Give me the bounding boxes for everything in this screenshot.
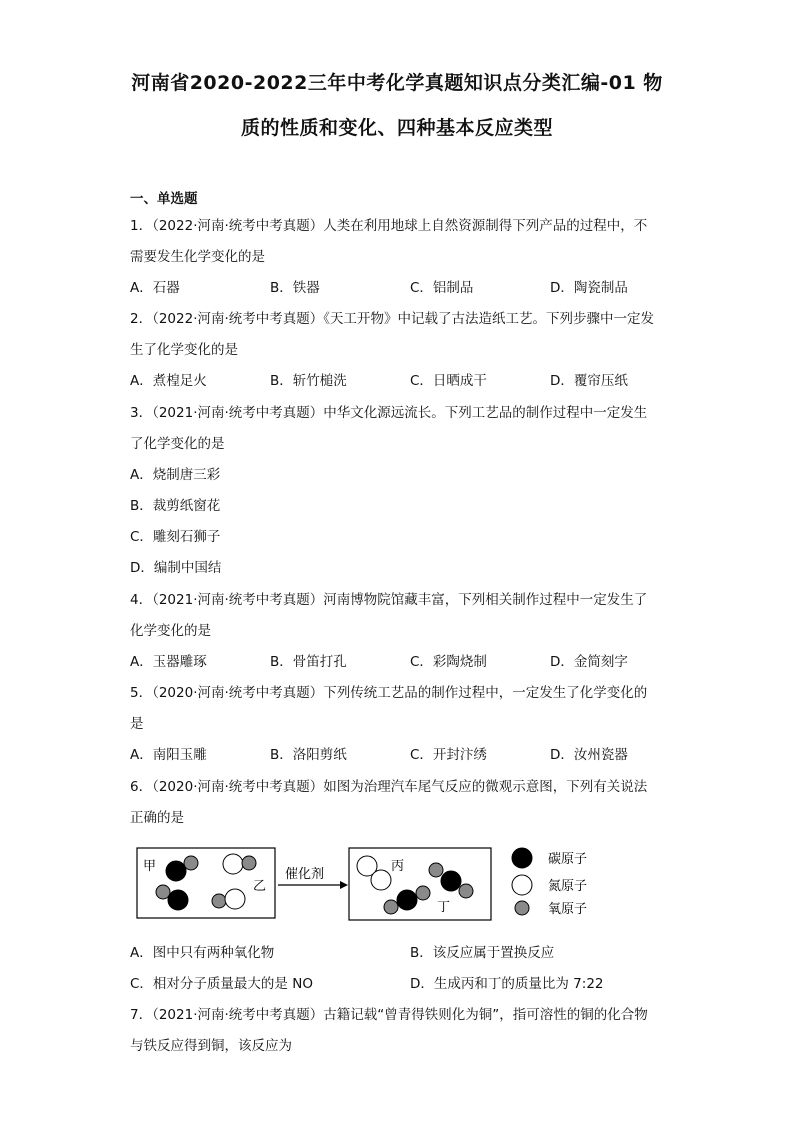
label-jia: 甲 <box>143 859 157 874</box>
question-3-option-d: D．编制中国结 <box>130 560 222 576</box>
legend-nitrogen: 氮原子 <box>548 879 588 894</box>
question-1-option-c: C．铝制品 <box>410 280 474 296</box>
carbon-legend-icon <box>512 848 532 868</box>
question-2-option-d: D．覆帘压纸 <box>550 373 628 389</box>
oxygen-legend-icon <box>515 901 529 915</box>
question-3-stem: 3．（2021·河南·统考中考真题）中华文化源远流长。下列工艺品的制作过程中一定发生 <box>130 405 648 421</box>
document-title-line1: 河南省2020-2022三年中考化学真题知识点分类汇编-01 物 <box>131 72 663 94</box>
question-3-stem-cont: 了化学变化的是 <box>130 436 225 452</box>
oxygen-atom <box>184 856 198 870</box>
question-5-option-b: B．洛阳剪纸 <box>270 747 347 763</box>
label-yi: 乙 <box>253 879 267 894</box>
nitrogen-atom <box>223 854 243 874</box>
question-4-option-b: B．骨笛打孔 <box>270 654 347 670</box>
legend-carbon: 碳原子 <box>548 852 588 867</box>
arrow-head-icon <box>340 881 348 889</box>
label-bing: 丙 <box>391 859 405 874</box>
question-2-stem-cont: 生了化学变化的是 <box>130 342 238 358</box>
oxygen-atom <box>212 894 226 908</box>
document-title-line2: 质的性质和变化、四种基本反应类型 <box>240 117 553 139</box>
diagram-legend <box>512 848 587 917</box>
question-1-option-b: B．铁器 <box>270 280 320 296</box>
question-3-option-a: A．烧制唐三彩 <box>130 467 221 483</box>
oxygen-atom <box>429 863 443 877</box>
catalyst-label: 催化剂 <box>285 867 325 882</box>
question-4-option-a: A．玉器雕琢 <box>130 654 207 670</box>
oxygen-atom <box>384 900 398 914</box>
question-6-stem-cont: 正确的是 <box>130 810 184 826</box>
carbon-atom <box>441 871 461 891</box>
question-5-option-d: D．汝州瓷器 <box>550 747 628 763</box>
question-7-stem-cont: 与铁反应得到铜，该反应为 <box>130 1038 292 1054</box>
nitrogen-atom <box>371 870 391 890</box>
question-6-stem: 6．（2020·河南·统考中考真题）如图为治理汽车尾气反应的微观示意图，下列有关说法 <box>130 779 648 795</box>
label-ding: 丁 <box>437 900 451 915</box>
question-5-stem: 5．（2020·河南·统考中考真题）下列传统工艺品的制作过程中，一定发生了化学变化的 <box>130 685 648 701</box>
question-6-option-c: C．相对分子质量最大的是 NO <box>130 976 313 992</box>
question-6-option-a: A．图中只有两种氧化物 <box>130 945 275 961</box>
carbon-atom <box>166 861 186 881</box>
nitrogen-atom <box>225 889 245 909</box>
oxygen-atom <box>242 856 256 870</box>
question-6-option-b: B．该反应属于置换反应 <box>410 945 555 961</box>
oxygen-atom <box>416 886 430 900</box>
question-2-stem: 2．（2022·河南·统考中考真题）《天工开物》中记载了古法造纸工艺。下列步骤中一定发 <box>130 311 655 327</box>
question-1-option-a: A．石器 <box>130 280 180 296</box>
question-5-stem-cont: 是 <box>130 716 144 732</box>
oxygen-atom <box>156 885 170 899</box>
section-heading: 一、单选题 <box>130 191 198 207</box>
question-4-option-d: D．金简刻字 <box>550 654 628 670</box>
legend-oxygen: 氧原子 <box>548 902 588 917</box>
question-2-option-a: A．煮楻足火 <box>130 373 207 389</box>
question-4-stem: 4．（2021·河南·统考中考真题）河南博物院馆藏丰富，下列相关制作过程中一定发生了 <box>130 592 648 608</box>
carbon-atom <box>168 890 188 910</box>
question-7-stem: 7．（2021·河南·统考中考真题）古籍记载“曾青得铁则化为铜”，指可溶性的铜的化合物 <box>130 1007 648 1023</box>
question-2-option-b: B．斩竹槌洗 <box>270 373 347 389</box>
question-1-stem: 1．（2022·河南·统考中考真题）人类在利用地球上自然资源制得下列产品的过程中，不 <box>130 218 648 234</box>
question-2-option-c: C．日晒成干 <box>410 373 487 389</box>
question-1-option-d: D．陶瓷制品 <box>550 280 628 296</box>
question-4-stem-cont: 化学变化的是 <box>130 623 211 639</box>
question-5-option-a: A．南阳玉雕 <box>130 747 207 763</box>
question-6-option-d: D．生成丙和丁的质量比为 7:22 <box>410 976 604 992</box>
question-3-option-c: C．雕刻石狮子 <box>130 529 221 545</box>
question-4-option-c: C．彩陶烧制 <box>410 654 487 670</box>
question-5-option-c: C．开封汴绣 <box>410 747 487 763</box>
question-3-option-b: B．裁剪纸窗花 <box>130 498 221 514</box>
question-1-stem-cont: 需要发生化学变化的是 <box>130 249 265 265</box>
oxygen-atom <box>459 884 473 898</box>
nitrogen-legend-icon <box>512 875 532 895</box>
carbon-atom <box>397 890 417 910</box>
